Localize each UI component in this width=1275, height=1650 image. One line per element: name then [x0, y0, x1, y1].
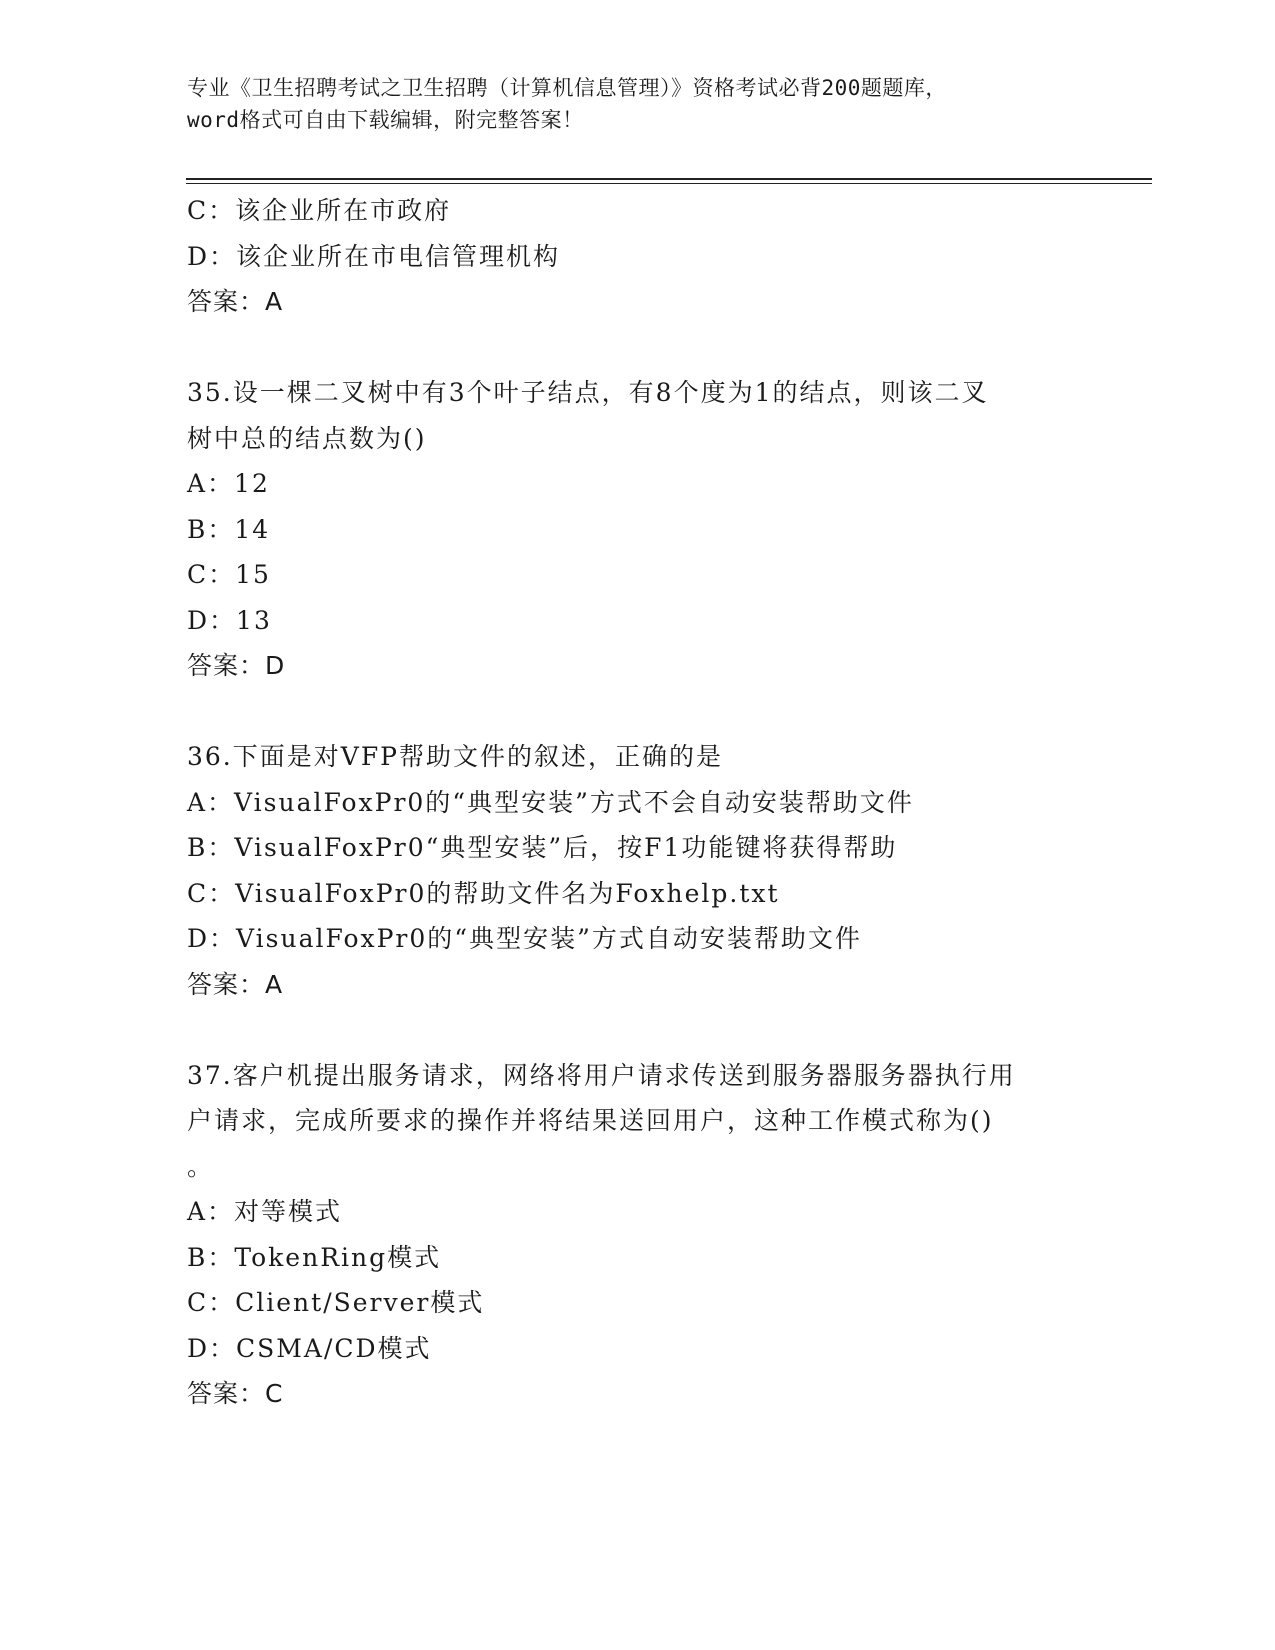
- document-header: [187, 72, 1087, 136]
- option-b: B：14: [187, 514, 271, 544]
- option-d: D：该企业所在市电信管理机构: [187, 241, 561, 271]
- answer-line: 答案：C: [187, 1379, 284, 1408]
- question-stem-line-3: 。: [187, 1151, 215, 1181]
- option-c: C：Client/Server模式: [187, 1288, 485, 1317]
- answer-line: 答案：A: [187, 969, 284, 999]
- header-line-2: word格式可自由下载编辑，附完整答案！: [187, 108, 584, 132]
- header-divider-thin: [186, 183, 1152, 184]
- header-line-1: 专业《卫生招聘考试之卫生招聘（计算机信息管理）》资格考试必背200题题库，: [187, 76, 947, 100]
- spacer: [187, 689, 1107, 735]
- question-block-37: [187, 1053, 1107, 1417]
- question-stem-line-1: 35.设一棵二叉树中有3个叶子结点，有8个度为1的结点，则该二叉: [187, 378, 989, 407]
- question-stem-line-2: 户请求，完成所要求的操作并将结果送回用户，这种工作模式称为(): [187, 1106, 994, 1135]
- question-stem-line-2: 树中总的结点数为(): [187, 423, 427, 453]
- question-stem-line-1: 37.客户机提出服务请求，网络将用户请求传送到服务器服务器执行用: [187, 1060, 1016, 1090]
- option-d: D：CSMA/CD模式: [187, 1333, 432, 1363]
- option-a: A：12: [187, 469, 270, 498]
- answer-line: 答案：A: [187, 287, 284, 316]
- option-b: B：VisualFoxPr0“典型安装”后，按F1功能键将获得帮助: [187, 833, 898, 862]
- question-block-34: [187, 188, 1107, 325]
- option-c: C：VisualFoxPr0的帮助文件名为Foxhelp.txt: [187, 878, 780, 908]
- option-b: B：TokenRing模式: [187, 1242, 442, 1272]
- answer-line: 答案：D: [187, 651, 286, 680]
- spacer: [187, 1007, 1107, 1053]
- header-divider-thick: [186, 178, 1152, 180]
- option-a: A：对等模式: [187, 1197, 343, 1226]
- question-stem-line-1: 36.下面是对VFP帮助文件的叙述，正确的是: [187, 742, 723, 771]
- spacer: [187, 325, 1107, 371]
- question-block-36: [187, 734, 1107, 1007]
- question-list: [187, 188, 1107, 1417]
- option-d: D：VisualFoxPr0的“典型安装”方式自动安装帮助文件: [187, 924, 862, 953]
- option-c: C：15: [187, 560, 271, 589]
- question-block-35: [187, 370, 1107, 689]
- option-c: C：该企业所在市政府: [187, 196, 452, 225]
- option-d: D：13: [187, 605, 272, 635]
- option-a: A：VisualFoxPr0的“典型安装”方式不会自动安装帮助文件: [187, 787, 914, 817]
